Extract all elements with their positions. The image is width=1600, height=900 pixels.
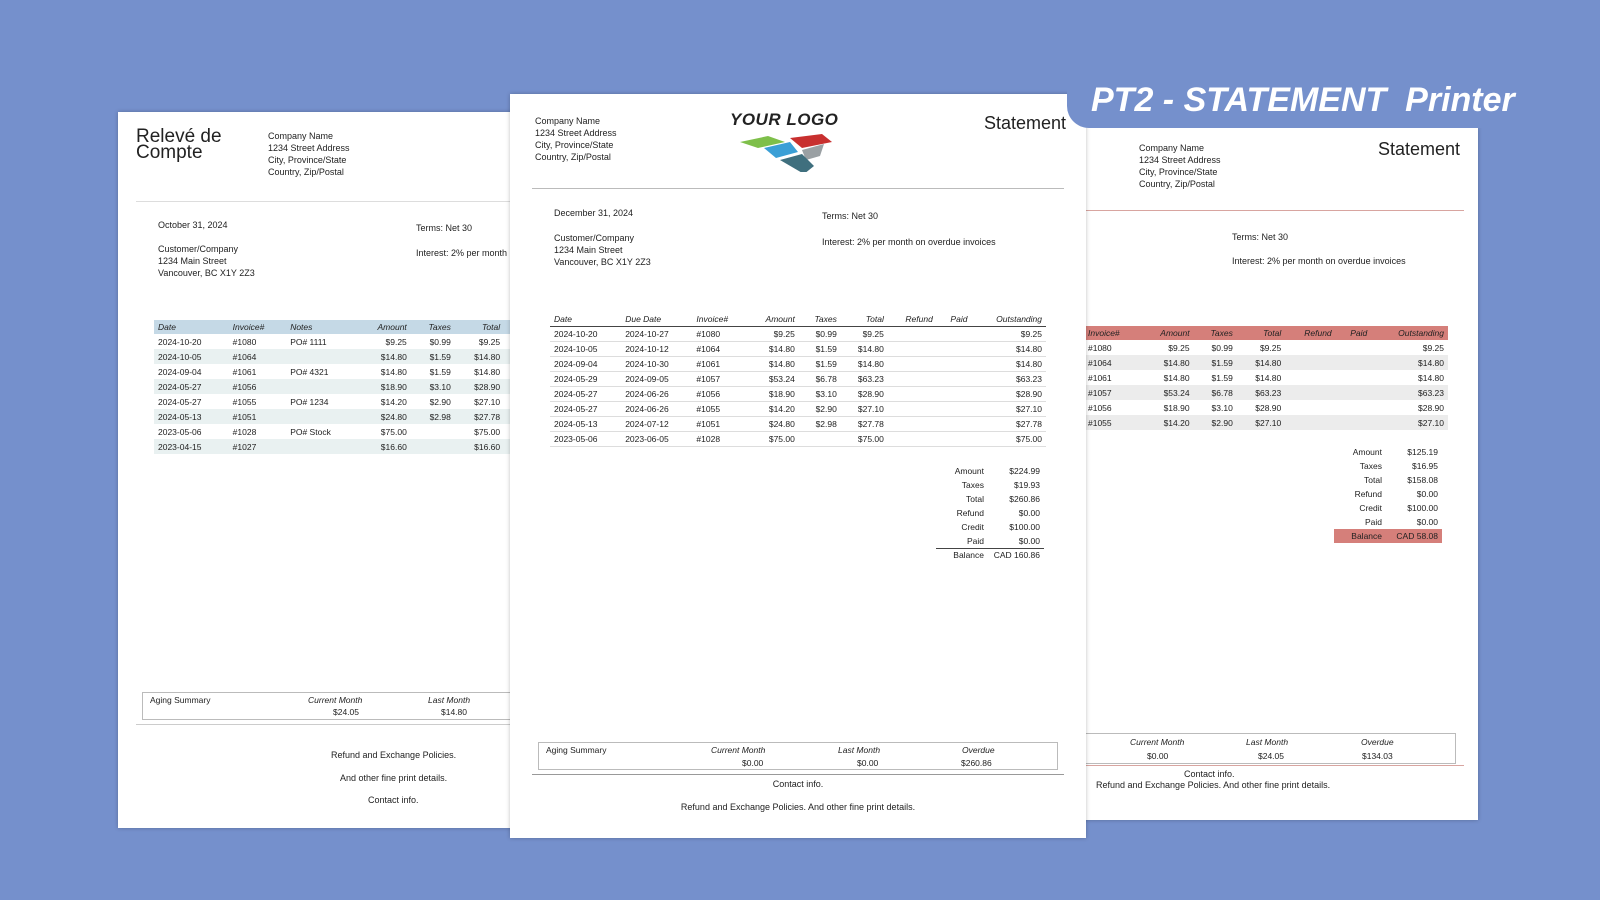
- table-cell: #1064: [1084, 355, 1140, 370]
- table-cell: $1.59: [429, 366, 451, 377]
- left-footer-divider: [136, 724, 538, 725]
- left-terms: Terms: Net 30: [416, 223, 473, 233]
- table-row: [154, 364, 524, 379]
- table-cell: $2.90: [429, 396, 451, 407]
- totals-value: $260.86: [1009, 494, 1040, 504]
- table-row: [154, 349, 524, 364]
- table-cell: $9.25: [971, 326, 1046, 341]
- table-cell: #1028: [692, 431, 747, 446]
- table-cell: [1336, 400, 1372, 415]
- table-cell: $28.90: [1255, 402, 1282, 413]
- table-cell: $14.80: [380, 366, 407, 377]
- center-col-total: Total: [841, 312, 888, 326]
- center-footer-contact: Contact info.: [772, 779, 824, 789]
- table-row: [550, 416, 1046, 431]
- table-cell: $75.00: [747, 431, 799, 446]
- table-cell: 2024-05-13: [154, 409, 229, 424]
- left-col-date: Date: [154, 320, 229, 334]
- table-cell: $14.80: [841, 341, 888, 356]
- right-col-amount: Amount: [1140, 326, 1193, 340]
- table-cell: $75.00: [841, 431, 888, 446]
- table-cell: $1.59: [411, 349, 455, 364]
- table-cell: $53.24: [747, 371, 799, 386]
- table-cell: $14.20: [1140, 415, 1193, 430]
- table-cell: #1061: [1088, 372, 1112, 383]
- table-cell: $14.80: [357, 349, 411, 364]
- table-cell: [888, 371, 937, 386]
- totals-value: $0.00: [1416, 489, 1438, 499]
- table-cell: 2024-09-05: [621, 371, 692, 386]
- table-cell: 2024-10-30: [621, 356, 692, 371]
- totals-label: Refund: [1354, 489, 1382, 499]
- table-cell: $14.80: [474, 366, 501, 377]
- totals-value: $0.00: [1018, 508, 1040, 518]
- table-cell: $14.80: [747, 356, 799, 371]
- table-cell: #1056: [1088, 402, 1112, 413]
- table-cell: [1285, 340, 1335, 355]
- left-footer-fineprint: And other fine print details.: [340, 773, 448, 783]
- center-invoice-table: [550, 312, 1046, 447]
- table-row: [1084, 340, 1448, 355]
- center-company-address: Company Name 1234 Street Address City, Province/State Country, Zip/Postal: [535, 116, 617, 162]
- table-cell: $14.80: [747, 341, 799, 356]
- center-totals: [936, 464, 1044, 562]
- table-cell: #1080: [1088, 342, 1112, 353]
- center-col-taxes: Taxes: [799, 312, 841, 326]
- table-cell: 2024-10-20: [550, 326, 621, 341]
- banner-title: PT2 - STATEMENT Printer: [1091, 81, 1515, 119]
- table-cell: #1080: [232, 336, 257, 347]
- table-cell: $14.80: [971, 341, 1046, 356]
- table-cell: 2023-05-06: [550, 431, 621, 446]
- table-cell: $28.90: [455, 379, 504, 394]
- table-cell: $16.60: [455, 439, 504, 454]
- table-cell: #1027: [229, 439, 287, 454]
- table-cell: $24.80: [357, 409, 411, 424]
- table-cell: $1.59: [799, 341, 841, 356]
- title-banner: [1067, 76, 1600, 128]
- table-cell: $1.59: [799, 356, 841, 371]
- right-col-total: Total: [1237, 326, 1285, 340]
- table-row: [550, 326, 1046, 341]
- table-cell: $14.20: [380, 396, 407, 407]
- table-row: [154, 394, 524, 409]
- table-cell: 2024-09-04: [158, 366, 202, 377]
- table-cell: 2024-06-26: [621, 386, 692, 401]
- table-cell: $27.78: [455, 409, 504, 424]
- right-col-invoice: Invoice#: [1084, 326, 1140, 340]
- table-cell: [937, 401, 972, 416]
- right-footer-policies: Refund and Exchange Policies. And other fine print details.: [1096, 780, 1331, 790]
- right-interest: Interest: 2% per month on overdue invoices: [1232, 256, 1406, 266]
- table-cell: $14.80: [1371, 355, 1448, 370]
- table-cell: $6.78: [1194, 385, 1237, 400]
- table-cell: $14.80: [455, 349, 504, 364]
- table-cell: 2023-06-05: [621, 431, 692, 446]
- table-cell: $24.80: [747, 416, 799, 431]
- totals-label: Paid: [1364, 517, 1382, 527]
- left-company-address: Company Name 1234 Street Address City, Province/State Country, Zip/Postal: [268, 131, 350, 177]
- totals-value: $224.99: [1009, 466, 1040, 476]
- table-cell: PO# 4321: [290, 366, 329, 377]
- table-cell: [937, 416, 972, 431]
- table-cell: 2024-10-05: [550, 341, 621, 356]
- table-cell: $0.99: [429, 336, 451, 347]
- table-cell: 2024-10-20: [158, 336, 202, 347]
- table-row: [550, 341, 1046, 356]
- table-cell: $14.80: [1237, 355, 1285, 370]
- table-cell: [937, 431, 972, 446]
- table-row: [550, 401, 1046, 416]
- table-cell: $2.98: [799, 416, 841, 431]
- center-statement-page: [510, 94, 1086, 838]
- right-totals: [1334, 445, 1442, 543]
- left-col-taxes: Taxes: [411, 320, 455, 334]
- totals-value: $19.93: [1014, 480, 1040, 490]
- table-cell: #1061: [232, 366, 257, 377]
- left-statement-date: October 31, 2024: [158, 220, 228, 230]
- center-aging-summary: Aging Summary Current Month Last Month Overdue $0.00 $0.00 $260.86: [538, 742, 1058, 770]
- right-footer-contact: Contact info.: [1184, 769, 1235, 779]
- totals-value: CAD 160.86: [988, 548, 1044, 562]
- table-cell: $27.10: [841, 401, 888, 416]
- totals-row: [1334, 501, 1442, 515]
- table-cell: $14.80: [841, 356, 888, 371]
- left-interest: Interest: 2% per month: [416, 248, 508, 258]
- table-cell: [286, 349, 357, 364]
- table-cell: [888, 416, 937, 431]
- table-cell: 2024-10-27: [621, 326, 692, 341]
- table-cell: [937, 341, 972, 356]
- table-cell: $75.00: [971, 431, 1046, 446]
- right-statement-title: Statement: [1377, 139, 1460, 159]
- table-cell: 2024-10-12: [621, 341, 692, 356]
- center-col-amount: Amount: [747, 312, 799, 326]
- table-cell: $9.25: [1422, 342, 1444, 353]
- table-cell: $0.99: [799, 326, 841, 341]
- table-cell: #1057: [692, 371, 747, 386]
- totals-row: [936, 478, 1044, 492]
- totals-value: $0.00: [1018, 535, 1040, 546]
- totals-label: Credit: [961, 522, 984, 532]
- table-cell: [1285, 415, 1335, 430]
- table-cell: 2024-05-27: [550, 401, 621, 416]
- totals-value: $125.19: [1407, 447, 1438, 457]
- table-cell: [888, 386, 937, 401]
- totals-label: Taxes: [961, 480, 984, 490]
- center-footer-policies: Refund and Exchange Policies. And other fine print details.: [680, 802, 916, 812]
- totals-value: CAD 58.08: [1386, 529, 1442, 543]
- table-cell: $9.25: [1168, 342, 1190, 353]
- table-cell: $9.25: [385, 336, 407, 347]
- table-cell: $53.24: [1140, 385, 1193, 400]
- center-interest: Interest: 2% per month on overdue invoices: [822, 237, 996, 247]
- center-header-divider: [532, 188, 1064, 189]
- table-cell: $14.80: [1163, 372, 1190, 383]
- table-cell: [799, 431, 841, 446]
- table-cell: #1064: [692, 341, 747, 356]
- table-cell: [286, 379, 357, 394]
- table-cell: [937, 386, 972, 401]
- totals-label: Total: [1364, 475, 1382, 485]
- table-cell: #1056: [229, 379, 287, 394]
- table-cell: $16.60: [357, 439, 411, 454]
- table-cell: #1028: [232, 426, 257, 437]
- left-col-notes: Notes: [286, 320, 357, 334]
- right-col-refund: Refund: [1285, 326, 1335, 340]
- logo-text: YOUR LOGO: [730, 110, 839, 129]
- table-cell: [937, 356, 972, 371]
- totals-label: Balance: [1334, 529, 1386, 543]
- table-cell: $3.10: [411, 379, 455, 394]
- table-cell: #1051: [692, 416, 747, 431]
- totals-row: [936, 548, 1044, 562]
- table-cell: 2023-05-06: [158, 426, 202, 437]
- totals-row: [1334, 487, 1442, 501]
- table-cell: [1336, 370, 1372, 385]
- table-cell: #1080: [692, 326, 747, 341]
- table-cell: $9.25: [1259, 342, 1282, 353]
- table-cell: 2024-05-29: [550, 371, 621, 386]
- table-cell: $0.99: [1211, 342, 1233, 353]
- table-cell: [937, 326, 972, 341]
- table-cell: $9.25: [841, 326, 888, 341]
- table-cell: #1055: [692, 401, 747, 416]
- left-statement-page: [118, 112, 538, 828]
- totals-label: Paid: [966, 535, 984, 546]
- table-cell: [1336, 385, 1372, 400]
- table-cell: [1285, 355, 1335, 370]
- right-aging-summary: Current Month Last Month Overdue $0.00 $24.05 $134.03: [1080, 733, 1456, 764]
- table-cell: $28.90: [971, 386, 1046, 401]
- table-cell: $14.80: [1418, 372, 1444, 383]
- table-cell: $75.00: [380, 426, 407, 437]
- table-cell: [411, 439, 455, 454]
- left-footer-policies: Refund and Exchange Policies.: [331, 750, 457, 760]
- left-aging-summary: Aging Summary Current Month Last Month $24.05 $14.80: [142, 692, 538, 720]
- left-customer-address: Customer/Company 1234 Main Street Vancouver, BC X1Y 2Z3: [158, 244, 255, 278]
- table-cell: [888, 356, 937, 371]
- table-cell: [286, 439, 357, 454]
- left-statement-title: Relevé de Compte: [136, 126, 222, 163]
- right-col-taxes: Taxes: [1194, 326, 1237, 340]
- totals-row: [936, 492, 1044, 506]
- center-footer-divider: [532, 774, 1064, 775]
- left-col-amount: Amount: [357, 320, 411, 334]
- totals-label: Credit: [1359, 503, 1382, 513]
- table-row: [1084, 370, 1448, 385]
- totals-row: [936, 464, 1044, 478]
- table-cell: 2024-05-13: [550, 416, 621, 431]
- table-cell: $3.10: [1211, 402, 1233, 413]
- table-cell: $27.10: [474, 396, 501, 407]
- totals-label: Balance: [936, 548, 988, 562]
- table-cell: $28.90: [1418, 402, 1444, 413]
- table-cell: $14.20: [747, 401, 799, 416]
- table-cell: [1285, 370, 1335, 385]
- left-invoice-table: [154, 320, 524, 454]
- center-col-outstanding: Outstanding: [971, 312, 1046, 326]
- center-col-refund: Refund: [888, 312, 937, 326]
- table-cell: $63.23: [971, 371, 1046, 386]
- table-cell: [1336, 415, 1372, 430]
- left-col-invoice: Invoice#: [229, 320, 287, 334]
- totals-value: $158.08: [1407, 475, 1438, 485]
- left-footer-contact: Contact info.: [368, 795, 419, 805]
- totals-value: $0.00: [1416, 517, 1438, 527]
- table-cell: 2024-06-26: [621, 401, 692, 416]
- table-cell: #1061: [692, 356, 747, 371]
- table-cell: $1.59: [1211, 372, 1233, 383]
- table-cell: 2024-05-27: [550, 386, 621, 401]
- table-cell: $27.10: [971, 401, 1046, 416]
- table-cell: $3.10: [799, 386, 841, 401]
- left-col-total: Total: [455, 320, 504, 334]
- totals-value: $100.00: [1407, 503, 1438, 513]
- table-cell: #1056: [692, 386, 747, 401]
- table-cell: 2024-10-05: [154, 349, 229, 364]
- table-row: [1084, 355, 1448, 370]
- table-cell: $18.90: [1163, 402, 1190, 413]
- right-invoice-table: [1084, 326, 1448, 430]
- table-cell: $14.80: [1255, 372, 1282, 383]
- table-row: [1084, 415, 1448, 430]
- table-cell: PO# Stock: [290, 426, 331, 437]
- totals-row: [1334, 529, 1442, 543]
- center-statement-date: December 31, 2024: [554, 208, 634, 218]
- table-row: [550, 431, 1046, 446]
- table-cell: [888, 341, 937, 356]
- totals-value: $16.95: [1412, 461, 1438, 471]
- table-cell: $63.23: [1237, 385, 1285, 400]
- center-col-date: Date: [550, 312, 621, 326]
- center-col-paid: Paid: [937, 312, 972, 326]
- right-terms: Terms: Net 30: [1232, 232, 1289, 242]
- right-footer-divider: [1080, 765, 1464, 766]
- table-cell: [1285, 400, 1335, 415]
- table-cell: $27.10: [1237, 415, 1285, 430]
- table-cell: [411, 424, 455, 439]
- table-cell: $27.10: [1371, 415, 1448, 430]
- totals-label: Total: [966, 494, 984, 504]
- table-cell: $27.78: [841, 416, 888, 431]
- table-cell: $18.90: [357, 379, 411, 394]
- table-cell: $14.80: [971, 356, 1046, 371]
- table-cell: [1285, 385, 1335, 400]
- totals-row: [936, 506, 1044, 520]
- table-cell: #1055: [232, 396, 257, 407]
- right-col-paid: Paid: [1336, 326, 1372, 340]
- table-row: [550, 356, 1046, 371]
- totals-row: [936, 534, 1044, 548]
- totals-label: Amount: [954, 466, 984, 476]
- table-cell: $2.90: [1194, 415, 1237, 430]
- table-cell: #1051: [229, 409, 287, 424]
- table-row: [154, 439, 524, 454]
- table-cell: #1055: [1084, 415, 1140, 430]
- table-cell: [937, 371, 972, 386]
- table-row: [154, 334, 524, 349]
- totals-row: [936, 520, 1044, 534]
- right-header-divider: [1080, 210, 1464, 211]
- table-cell: [286, 409, 357, 424]
- totals-row: [1334, 473, 1442, 487]
- table-cell: $27.78: [971, 416, 1046, 431]
- center-terms: Terms: Net 30: [822, 211, 879, 221]
- table-cell: $2.90: [799, 401, 841, 416]
- center-col-duedate: Due Date: [621, 312, 692, 326]
- table-cell: 2024-05-27: [158, 396, 202, 407]
- table-cell: 2024-07-12: [621, 416, 692, 431]
- table-row: [154, 424, 524, 439]
- left-header-divider: [136, 201, 538, 202]
- table-cell: 2024-09-04: [550, 356, 621, 371]
- center-col-invoice: Invoice#: [692, 312, 747, 326]
- table-cell: $18.90: [747, 386, 799, 401]
- table-row: [1084, 400, 1448, 415]
- center-customer-address: Customer/Company 1234 Main Street Vancouver, BC X1Y 2Z3: [554, 233, 651, 267]
- table-cell: $9.25: [478, 336, 501, 347]
- totals-row: [1334, 515, 1442, 529]
- totals-label: Refund: [956, 508, 984, 518]
- table-row: [550, 371, 1046, 386]
- company-logo: [730, 110, 860, 170]
- table-row: [550, 386, 1046, 401]
- table-row: [154, 409, 524, 424]
- right-col-outstanding: Outstanding: [1371, 326, 1448, 340]
- table-row: [154, 379, 524, 394]
- totals-row: [1334, 445, 1442, 459]
- center-statement-title: Statement: [983, 113, 1066, 133]
- table-cell: [1336, 340, 1372, 355]
- table-cell: [888, 401, 937, 416]
- table-cell: #1064: [229, 349, 287, 364]
- table-cell: $1.59: [1194, 355, 1237, 370]
- table-cell: 2024-05-27: [154, 379, 229, 394]
- table-cell: 2023-04-15: [154, 439, 229, 454]
- table-cell: [1336, 355, 1372, 370]
- table-cell: $2.98: [411, 409, 455, 424]
- totals-row: [1334, 459, 1442, 473]
- table-row: [1084, 385, 1448, 400]
- table-cell: PO# 1111: [290, 336, 327, 347]
- logo-mark-icon: [740, 130, 860, 172]
- totals-value: $100.00: [1009, 522, 1040, 532]
- right-statement-page: [1080, 127, 1478, 820]
- table-cell: [888, 326, 937, 341]
- table-cell: $63.23: [841, 371, 888, 386]
- table-cell: PO# 1234: [290, 396, 329, 407]
- table-cell: $14.80: [1140, 355, 1193, 370]
- table-cell: $75.00: [474, 426, 501, 437]
- table-cell: $63.23: [1371, 385, 1448, 400]
- table-cell: #1057: [1084, 385, 1140, 400]
- table-cell: $9.25: [747, 326, 799, 341]
- right-company-address: Company Name 1234 Street Address City, Province/State Country, Zip/Postal: [1139, 143, 1221, 189]
- totals-label: Amount: [1352, 447, 1382, 457]
- table-cell: $28.90: [841, 386, 888, 401]
- table-cell: $6.78: [799, 371, 841, 386]
- table-cell: [888, 431, 937, 446]
- totals-label: Taxes: [1359, 461, 1382, 471]
